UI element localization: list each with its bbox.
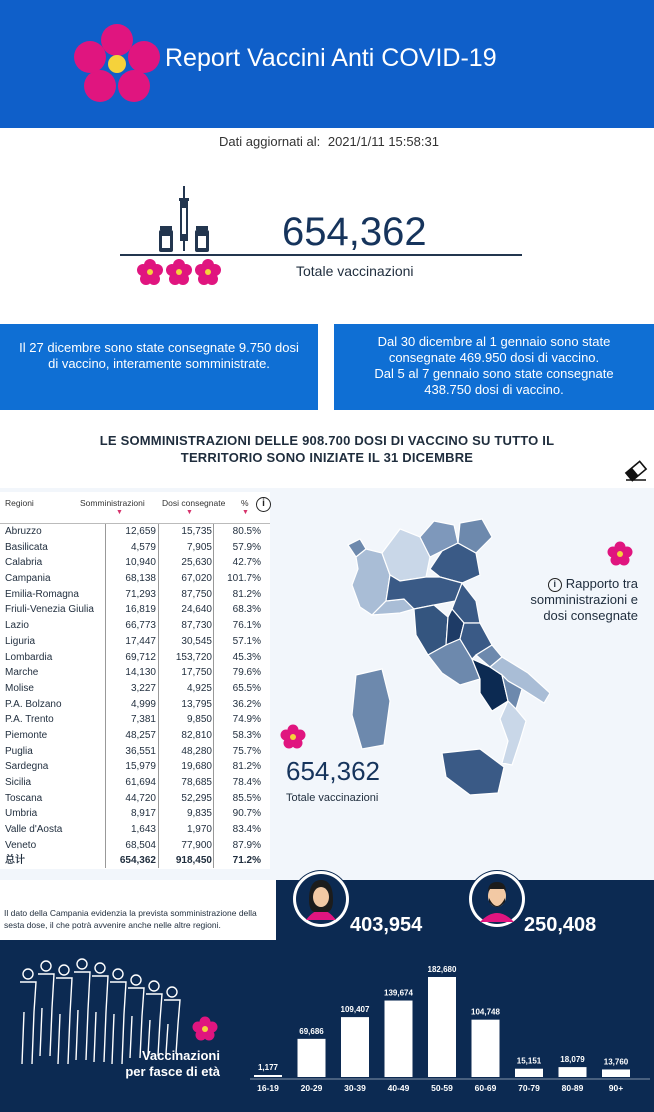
region-name: Marche xyxy=(5,667,39,679)
eraser-icon[interactable] xyxy=(624,460,648,482)
region-name: Basilicata xyxy=(5,541,48,553)
region-name: Toscana xyxy=(5,792,43,804)
bar-40-49[interactable] xyxy=(385,1001,413,1077)
total-pct: 71.2% xyxy=(232,855,261,867)
pct-value: 68.3% xyxy=(232,604,261,616)
pct-value: 57.1% xyxy=(232,635,261,647)
region-name: Sicilia xyxy=(5,777,32,788)
updated-label: Dati aggiornati al: xyxy=(219,134,321,149)
flowers-icon xyxy=(136,258,222,286)
pct-value: 75.7% xyxy=(232,745,261,757)
region-name: Piemonte xyxy=(5,729,48,741)
column-divider xyxy=(158,524,159,868)
table-row[interactable] xyxy=(0,697,270,713)
table-row[interactable] xyxy=(0,806,270,822)
updated-value: 2021/1/11 15:58:31 xyxy=(327,134,439,149)
table-row[interactable] xyxy=(0,618,270,634)
pct-value: 90.7% xyxy=(232,808,261,820)
info-box-line: Dal 5 al 7 gennaio sono state consegnate 438.750 dosi di vaccino. xyxy=(374,366,614,397)
bar-value-label: 104,748 xyxy=(471,1007,500,1017)
pct-value: 57.9% xyxy=(232,541,261,553)
delivered-value: 19,680 xyxy=(181,761,212,773)
map-legend xyxy=(514,576,638,624)
category-tick-label: 60-69 xyxy=(474,1083,497,1093)
delivered-value: 78,685 xyxy=(181,777,212,788)
administered-value: 66,773 xyxy=(125,620,156,632)
administered-value: 4,579 xyxy=(130,541,156,553)
syringe-vials-icon xyxy=(156,186,212,254)
administered-value: 4,999 xyxy=(130,698,156,710)
region-name: Lombardia xyxy=(5,651,53,663)
bar-value-label: 15,151 xyxy=(516,1056,542,1066)
mid-total-value: 654,362 xyxy=(286,756,380,786)
sort-desc-icon[interactable]: ▼ xyxy=(242,509,249,516)
pct-value: 87.9% xyxy=(232,839,261,851)
table-row[interactable] xyxy=(0,744,270,760)
bar-value-label: 1,177 xyxy=(257,1063,279,1072)
bar-90+[interactable] xyxy=(602,1069,630,1077)
info-icon[interactable]: i xyxy=(256,497,271,512)
section-title-line: TERRITORIO SONO INIZIATE IL 31 DICEMBRE xyxy=(180,450,474,465)
category-tick-label: 70-79 xyxy=(518,1083,540,1093)
legend-text: somministrazioni e xyxy=(530,592,638,607)
administered-value: 8,917 xyxy=(130,808,156,820)
table-row[interactable] xyxy=(0,681,270,697)
female-avatar xyxy=(292,870,350,928)
delivered-value: 82,810 xyxy=(181,729,212,741)
administered-value: 44,720 xyxy=(125,792,156,804)
info-box-delivery-dec27: Il 27 dicembre sono state consegnate 9.750 dosi di vaccino, interamente somministrate. xyxy=(0,324,318,410)
region-name: P.A. Bolzano xyxy=(5,698,62,710)
man-icon xyxy=(468,870,526,928)
total-delivered: 918,450 xyxy=(175,855,212,867)
pct-value: 42.7% xyxy=(232,557,261,569)
bar-value-label: 182,680 xyxy=(427,965,457,974)
column-header-delivered[interactable]: Dosi consegnate xyxy=(162,498,226,508)
delivered-value: 7,905 xyxy=(186,541,212,553)
primula-logo-icon xyxy=(72,24,162,104)
administered-value: 1,643 xyxy=(130,824,156,836)
pct-value: 101.7% xyxy=(227,573,261,585)
administered-value: 3,227 xyxy=(130,682,156,694)
delivered-value: 17,750 xyxy=(181,667,212,679)
administered-value: 16,819 xyxy=(125,604,156,616)
pct-value: 36.2% xyxy=(232,698,261,710)
delivered-value: 15,735 xyxy=(181,526,212,537)
column-divider xyxy=(105,524,106,868)
flower-icon xyxy=(607,541,633,567)
category-tick-label: 80-89 xyxy=(561,1083,584,1093)
pct-value: 80.5% xyxy=(232,526,261,537)
bar-value-label: 18,079 xyxy=(560,1055,585,1065)
table-row[interactable] xyxy=(0,571,270,587)
bar-20-29[interactable] xyxy=(298,1039,326,1077)
administered-value: 48,257 xyxy=(125,729,156,741)
pct-value: 78.4% xyxy=(232,777,261,788)
total-label: 总计 xyxy=(5,855,25,867)
region-name: Lazio xyxy=(5,620,29,632)
section-title-line: LE SOMMINISTRAZIONI DELLE 908.700 DOSI DI VACCINO SU TUTTO IL xyxy=(99,433,555,448)
table-row[interactable] xyxy=(0,665,270,681)
administered-value: 61,694 xyxy=(125,777,156,788)
page-title: Report Vaccini Anti COVID-19 xyxy=(165,44,497,72)
delivered-value: 25,630 xyxy=(181,557,212,569)
administered-value: 17,447 xyxy=(125,635,156,647)
info-box-delivery-jan xyxy=(334,324,654,410)
category-tick-label: 90+ xyxy=(608,1083,624,1093)
region-name: Abruzzo xyxy=(5,526,42,537)
age-title-line: per fasce di età xyxy=(125,1064,220,1079)
pct-value: 81.2% xyxy=(232,761,261,773)
header xyxy=(0,0,654,128)
region-name: Valle d'Aosta xyxy=(5,824,63,836)
map-region-calabria xyxy=(500,701,526,765)
table-row[interactable] xyxy=(0,540,270,556)
administered-value: 68,138 xyxy=(125,573,156,585)
table-row[interactable] xyxy=(0,775,270,791)
table-row[interactable] xyxy=(0,822,270,838)
delivered-value: 9,835 xyxy=(186,808,212,820)
region-name: Emilia-Romagna xyxy=(5,588,79,600)
female-count: 403,954 xyxy=(350,914,423,936)
delivered-value: 153,720 xyxy=(175,651,212,663)
campania-note: Il dato della Campania evidenzia la prevista somministrazione della sesta dose, il che potrà avvenire anche nelle altre regioni. xyxy=(0,905,276,933)
column-header-administered[interactable]: Somministrazioni xyxy=(80,498,145,508)
total-vaccinations-label: Totale vaccinazioni xyxy=(296,263,414,279)
male-count: 250,408 xyxy=(524,914,597,936)
delivered-value: 77,900 xyxy=(181,839,212,851)
map-region-sicilia xyxy=(442,749,504,795)
bar-value-label: 13,760 xyxy=(603,1057,629,1067)
delivered-value: 4,925 xyxy=(186,682,212,694)
table-row[interactable] xyxy=(0,759,270,775)
category-tick-label: 16-19 xyxy=(257,1083,279,1093)
delivered-value: 9,850 xyxy=(186,714,212,726)
table-row[interactable] xyxy=(0,712,270,728)
bar-50-59[interactable] xyxy=(428,977,456,1077)
column-header-region[interactable]: Regioni xyxy=(5,498,34,508)
region-name: Liguria xyxy=(5,635,36,647)
region-name: Molise xyxy=(5,682,34,694)
bar-30-39[interactable] xyxy=(341,1017,369,1077)
sort-desc-icon[interactable]: ▼ xyxy=(116,509,123,516)
column-divider xyxy=(213,524,214,868)
region-name: Umbria xyxy=(5,808,38,820)
category-tick-label: 50-59 xyxy=(431,1083,453,1093)
region-name: Campania xyxy=(5,573,51,585)
legend-text: Rapporto tra xyxy=(565,576,638,591)
region-name: Veneto xyxy=(5,839,37,851)
flower-icon xyxy=(192,1016,218,1042)
age-bar-chart xyxy=(250,965,650,1105)
section-title xyxy=(40,432,614,466)
last-updated xyxy=(0,134,654,149)
bar-value-label: 69,686 xyxy=(299,1026,324,1036)
flower-icon xyxy=(280,724,306,750)
table-row[interactable] xyxy=(0,791,270,807)
info-icon[interactable]: i xyxy=(548,578,562,592)
bar-60-69[interactable] xyxy=(472,1020,500,1077)
region-name: Sardegna xyxy=(5,761,49,773)
region-name: Calabria xyxy=(5,557,43,569)
administered-value: 12,659 xyxy=(125,526,156,537)
delivered-value: 48,280 xyxy=(181,745,212,757)
table-row[interactable] xyxy=(0,650,270,666)
administered-value: 10,940 xyxy=(125,557,156,569)
pct-value: 58.3% xyxy=(232,729,261,741)
region-name: Friuli-Venezia Giulia xyxy=(5,604,94,616)
category-tick-label: 40-49 xyxy=(387,1083,410,1093)
delivered-value: 52,295 xyxy=(181,792,212,804)
bar-70-79[interactable] xyxy=(515,1069,543,1077)
total-vaccinations-value: 654,362 xyxy=(282,210,427,254)
delivered-value: 13,795 xyxy=(181,698,212,710)
age-title-line: Vaccinazioni xyxy=(141,1048,220,1063)
category-tick-label: 20-29 xyxy=(300,1083,323,1093)
region-name: P.A. Trento xyxy=(5,714,54,726)
delivered-value: 24,640 xyxy=(181,604,212,616)
administered-value: 71,293 xyxy=(125,588,156,600)
table-row[interactable] xyxy=(0,524,270,540)
pct-value: 74.9% xyxy=(232,714,261,726)
table-row[interactable] xyxy=(0,602,270,618)
info-box-line: Dal 30 dicembre al 1 gennaio sono state consegnate 469.950 dosi di vaccino. xyxy=(377,334,611,365)
category-tick-label: 30-39 xyxy=(344,1083,366,1093)
administered-value: 14,130 xyxy=(125,667,156,679)
pct-value: 76.1% xyxy=(232,620,261,632)
table-header xyxy=(0,492,270,524)
delivered-value: 87,730 xyxy=(181,620,212,632)
bar-value-label: 109,407 xyxy=(340,1005,370,1015)
pct-value: 79.6% xyxy=(232,667,261,679)
delivered-value: 87,750 xyxy=(181,588,212,600)
table-body xyxy=(0,524,270,869)
table-row[interactable] xyxy=(0,555,270,571)
pct-value: 83.4% xyxy=(232,824,261,836)
table-total-row xyxy=(0,853,270,869)
total-administered: 654,362 xyxy=(119,855,156,867)
delivered-value: 1,970 xyxy=(186,824,212,836)
administered-value: 15,979 xyxy=(125,761,156,773)
bar-value-label: 139,674 xyxy=(384,988,413,998)
administered-value: 69,712 xyxy=(125,651,156,663)
pct-value: 65.5% xyxy=(232,682,261,694)
table-row[interactable] xyxy=(0,587,270,603)
column-header-pct[interactable]: % xyxy=(241,498,249,508)
table-row[interactable] xyxy=(0,838,270,854)
table-row[interactable] xyxy=(0,728,270,744)
bar-16-19[interactable] xyxy=(254,1075,282,1077)
regions-table xyxy=(0,492,270,869)
mid-total-label: Totale vaccinazioni xyxy=(286,792,379,804)
pct-value: 45.3% xyxy=(232,651,261,663)
sort-desc-icon[interactable]: ▼ xyxy=(186,509,193,516)
table-row[interactable] xyxy=(0,634,270,650)
delivered-value: 30,545 xyxy=(181,635,212,647)
total-summary xyxy=(120,180,530,290)
delivered-value: 67,020 xyxy=(181,573,212,585)
administered-value: 68,504 xyxy=(125,839,156,851)
legend-text: dosi consegnate xyxy=(543,608,638,623)
region-name: Puglia xyxy=(5,745,33,757)
male-avatar xyxy=(468,870,526,928)
map-region-sardegna xyxy=(352,669,390,749)
bar-80-89[interactable] xyxy=(559,1067,587,1077)
pct-value: 85.5% xyxy=(232,792,261,804)
administered-value: 36,551 xyxy=(125,745,156,757)
administered-value: 7,381 xyxy=(130,714,156,726)
pct-value: 81.2% xyxy=(232,588,261,600)
age-chart-title xyxy=(120,1048,220,1080)
woman-icon xyxy=(292,870,350,928)
